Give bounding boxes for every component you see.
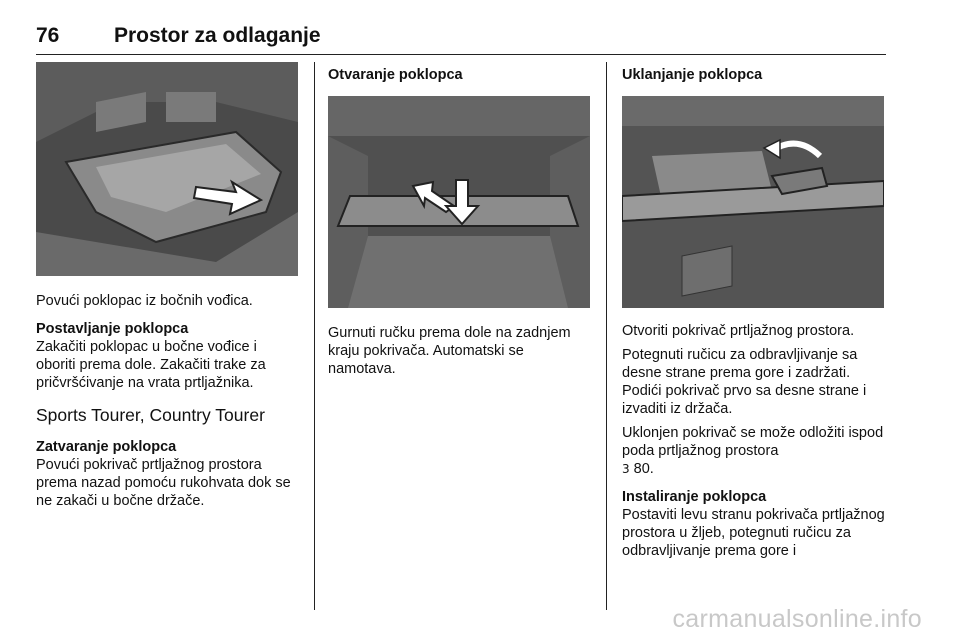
page-header bbox=[36, 20, 886, 55]
section-heading: Instaliranje poklopca bbox=[622, 489, 767, 505]
figure-cargo-cover-remove bbox=[36, 62, 298, 276]
paragraph: Zakačiti poklopac u bočne vođice i oboriti prema dole. Zakačiti trake za pričvršćivanje na vrata prtljažnika. bbox=[36, 339, 266, 391]
section-title: Sports Tourer, Country Tourer bbox=[36, 405, 265, 425]
page-title: Prostor za odlaganje bbox=[114, 24, 321, 47]
figure-caption: Povući poklopac iz bočnih vođica. bbox=[36, 293, 253, 309]
column-divider-1 bbox=[314, 62, 315, 610]
column-divider-2 bbox=[606, 62, 607, 610]
paragraph bbox=[622, 424, 886, 478]
paragraph: Povući pokrivač prtljažnog prostora prema nazad pomoću rukohvata dok se ne zakači u bočne držače. bbox=[36, 457, 291, 509]
section-heading: Uklanjanje poklopca bbox=[622, 67, 763, 83]
paragraph: Postaviti levu stranu pokrivača prtljažnog prostora u žljeb, potegnuti ručicu za odbravljivanje prema gore i bbox=[622, 507, 885, 559]
figure-cargo-cover-open bbox=[328, 96, 590, 308]
figure-caption: Otvoriti pokrivač prtljažnog prostora. bbox=[622, 323, 855, 339]
figure-cargo-cover-removal bbox=[622, 96, 884, 308]
column-1 bbox=[36, 62, 300, 510]
column-3 bbox=[622, 62, 886, 560]
column-2 bbox=[328, 62, 592, 378]
watermark: carmanualsonline.info bbox=[672, 605, 922, 633]
page-reference-icon: 3 bbox=[622, 462, 630, 476]
figure-caption: Gurnuti ručku prema dole na zadnjem kraju pokrivača. Automatski se namotava. bbox=[328, 325, 571, 377]
page-number: 76 bbox=[36, 24, 60, 47]
section-heading: Zatvaranje poklopca bbox=[36, 439, 177, 455]
paragraph: Potegnuti ručicu za odbravljivanje sa desne strane prema gore i zadržati. Podići pokrivač prvo sa desne strane i izvaditi iz držača. bbox=[622, 347, 867, 417]
section-heading: Otvaranje poklopca bbox=[328, 67, 463, 83]
paragraph-text: Uklonjen pokrivač se može odložiti ispod poda prtljažnog prostora bbox=[622, 425, 884, 459]
section-heading: Postavljanje poklopca bbox=[36, 321, 189, 337]
page-reference: 80. bbox=[633, 461, 654, 477]
